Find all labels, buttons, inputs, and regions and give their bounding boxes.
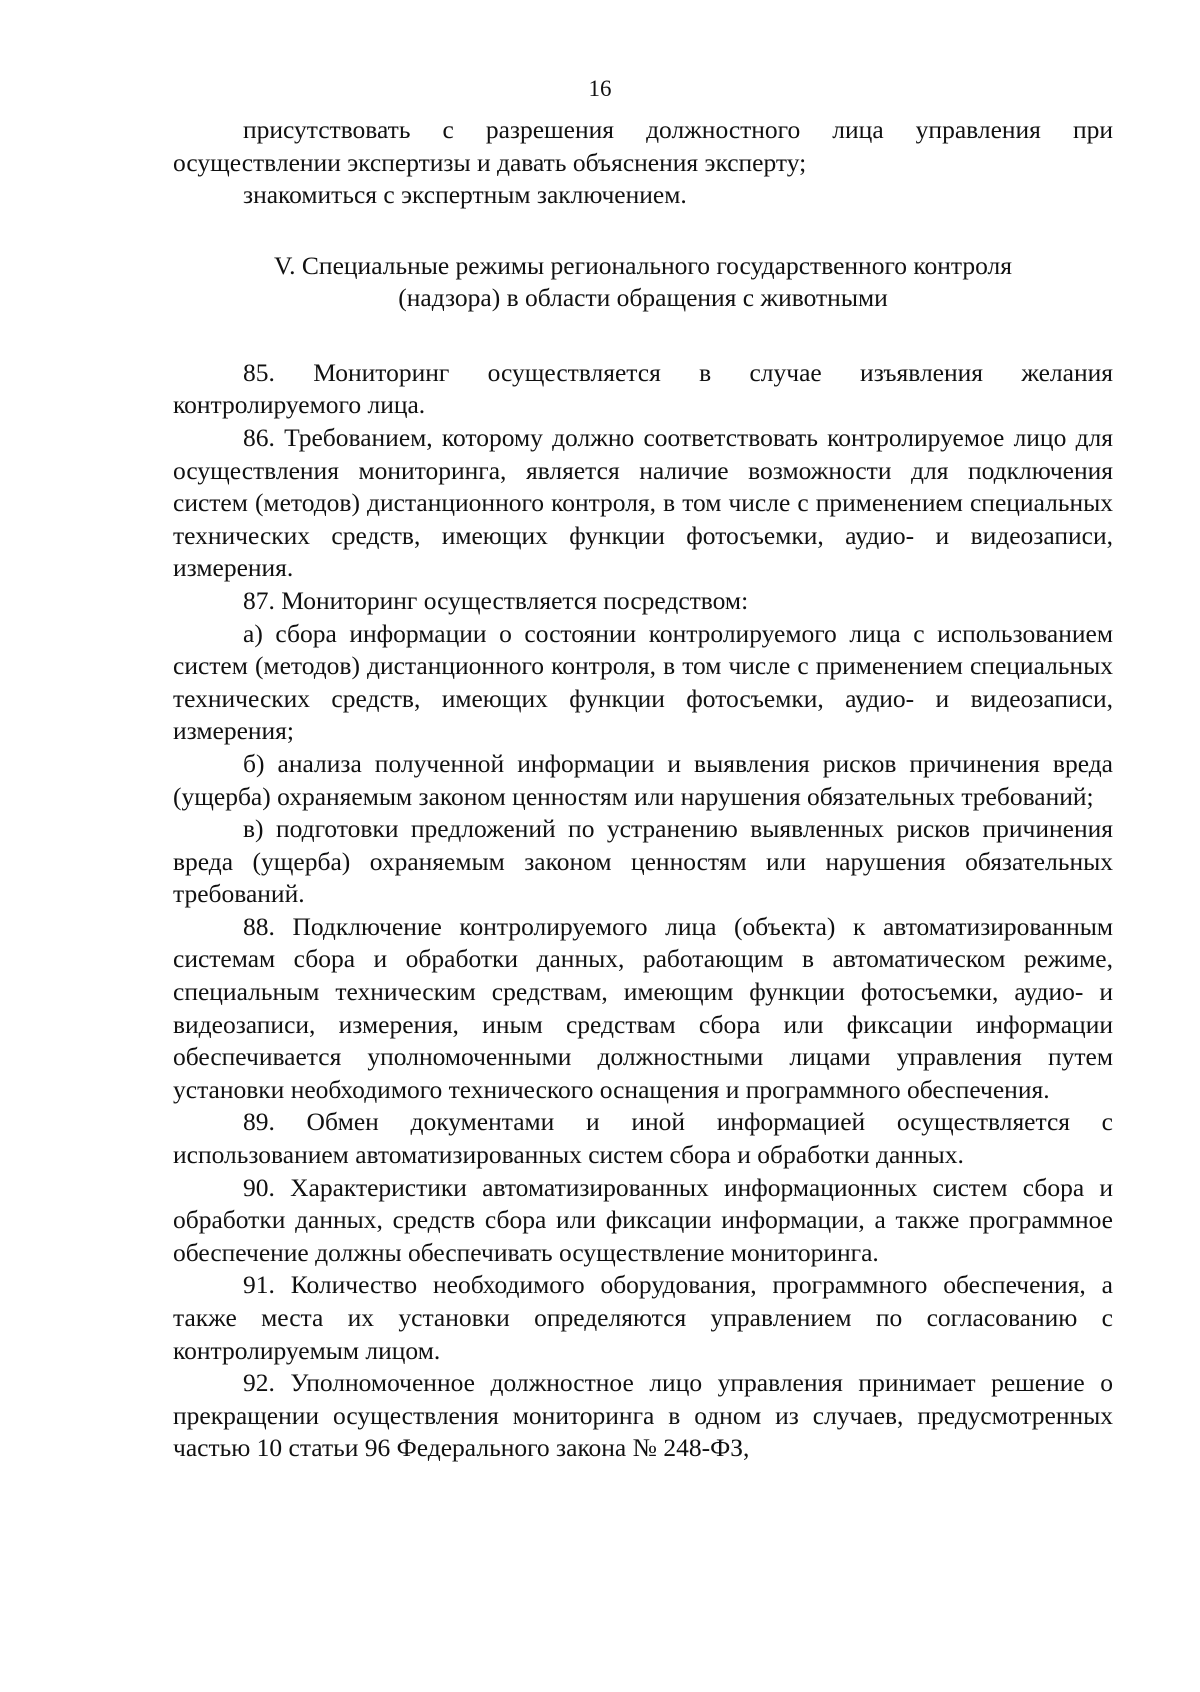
- paragraph-88: 88. Подключение контролируемого лица (объекта) к автоматизированным системам сбора и обработки данных, работающим в автоматическом режиме, специальным техническим средствам, имеющим функции фотосъемки, аудио- и видеозаписи, измерения, иным средствам сбора или фиксации информации обеспечивается уполномоченными должностными лицами управления путем установки необходимого технического оснащения и программного обеспечения.: [173, 911, 1113, 1104]
- section-heading-line-2: (надзора) в области обращения с животными: [398, 282, 888, 312]
- paragraph-87-b: б) анализа полученной информации и выявления рисков причинения вреда (ущерба) охраняемым законом ценностям или нарушения обязательных требований;: [173, 748, 1113, 811]
- paragraph-91: 91. Количество необходимого оборудования, программного обеспечения, а также места их установки определяются управлением по согласованию с контролируемым лицом.: [173, 1270, 1113, 1365]
- paragraph-87-a: а) сбора информации о состоянии контролируемого лица с использованием систем (методов) дистанционного контроля, в том числе с применением специальных технических средств, имеющих функции фотосъемки, аудио- и видеозаписи, измерения;: [173, 618, 1113, 746]
- paragraph-presence-right: присутствовать с разрешения должностного лица управления при осуществлении экспертизы и давать объяснения эксперту;: [173, 115, 1113, 177]
- paragraph-familiarize-right: знакомиться с экспертным заключением.: [243, 180, 687, 210]
- paragraph-90: 90. Характеристики автоматизированных информационных систем сбора и обработки данных, средств сбора или фиксации информации, а также программное обеспечение должны обеспечивать осуществление мониторинга.: [173, 1172, 1113, 1267]
- paragraph-89: 89. Обмен документами и иной информацией осуществляется с использованием автоматизированных систем сбора и обработки данных.: [173, 1107, 1113, 1170]
- section-heading-line-1: V. Специальные режимы регионального государственного контроля: [274, 250, 1012, 280]
- paragraph-87-v: в) подготовки предложений по устранению выявленных рисков причинения вреда (ущерба) охраняемым законом ценностям или нарушения обязательных требований.: [173, 814, 1113, 909]
- paragraph-87: 87. Мониторинг осуществляется посредством:: [243, 585, 749, 615]
- page-number: 16: [588, 76, 612, 101]
- paragraph-86: 86. Требованием, которому должно соответствовать контролируемое лицо для осуществления мониторинга, является наличие возможности для подключения систем (методов) дистанционного контроля, в том числе с применением специальных технических средств, имеющих функции фотосъемки, аудио- и видеозаписи, измерения.: [173, 422, 1113, 583]
- document-body: [173, 114, 1113, 1465]
- paragraph-92: 92. Уполномоченное должностное лицо управления принимает решение о прекращении осуществления мониторинга в одном из случаев, предусмотренных частью 10 статьи 96 Федерального закона № 248-ФЗ,: [173, 1368, 1113, 1463]
- section-heading: [173, 250, 1113, 314]
- paragraph-85: 85. Мониторинг осуществляется в случае изъявления желания контролируемого лица.: [173, 357, 1113, 420]
